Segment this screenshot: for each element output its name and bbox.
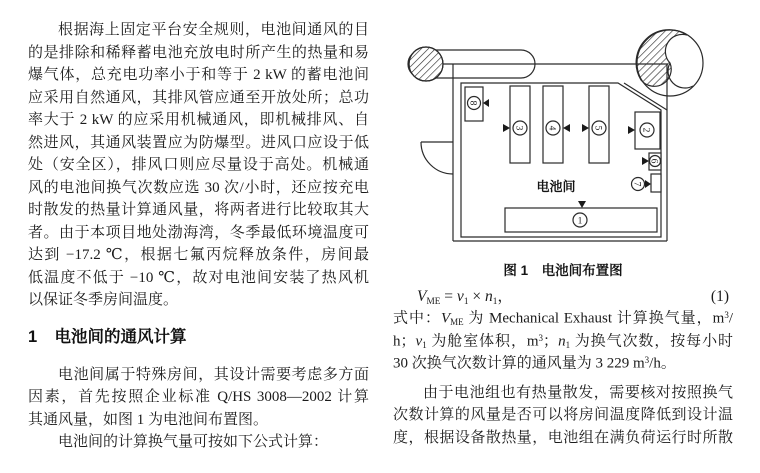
wall-chamfer-line xyxy=(624,83,667,110)
equipment-number-8: 8 xyxy=(467,100,478,106)
equation-body: $V_{ME} = v_1 \times n_1$， xyxy=(417,288,513,307)
text-line: 电池间的计算换气量可按如下公式计算： xyxy=(58,434,329,450)
text-line: 其通风量，如图 1 为电池间布置图。 xyxy=(28,411,269,428)
intake-fan-hatch xyxy=(636,30,687,87)
battery-rack-3 xyxy=(510,86,530,163)
text-line: 由于电池组也有热量散发，需要核对按照换气 xyxy=(423,384,733,401)
battery-rack-4 xyxy=(543,86,563,163)
equipment-number-1: 1 xyxy=(577,216,583,227)
airflow-arrow-5 xyxy=(582,124,589,132)
section-title: 电池间的通风计算 xyxy=(54,327,187,346)
text-line: 式中：$V_{ME}$ 为 Mechanical Exhaust 计算换气量，$m^3/$ xyxy=(393,310,733,327)
layout-diagram-svg xyxy=(395,25,755,258)
exhaust-fan-hatch xyxy=(409,47,443,81)
equipment-number-6: 6 xyxy=(648,158,659,164)
text-line: 处（安全区），排风口则应尽量设于高处。机械通 xyxy=(28,157,369,173)
left-column xyxy=(28,19,369,454)
battery-rack-5 xyxy=(589,86,609,163)
figure-caption-label: 图 1 xyxy=(503,263,529,278)
figure-battery-room-layout xyxy=(395,25,755,258)
text-line: 以保证冬季房间温度。 xyxy=(28,292,179,308)
equipment-number-5: 5 xyxy=(592,125,603,131)
equipment-number-3: 3 xyxy=(513,125,524,131)
airflow-arrow-6 xyxy=(642,157,649,165)
section-number: 1 xyxy=(28,327,38,346)
airflow-arrow-2 xyxy=(628,126,635,134)
room-label: 电池间 xyxy=(536,179,576,194)
airflow-arrow-7 xyxy=(645,180,651,188)
text-line: 爆气体，总充电功率小于和等于 2 kW 的蓄电池间 xyxy=(28,67,369,83)
airflow-arrow-4 xyxy=(563,124,570,132)
airflow-arrow-1 xyxy=(578,201,586,208)
text-line: h；$v_1$ 为舱室体积，$m^3$；$n_1$ 为换气次数，按每小时 xyxy=(393,332,733,349)
door-swing-arc xyxy=(421,142,453,174)
airflow-arrow-8 xyxy=(483,99,489,107)
paragraph-intro xyxy=(28,19,369,312)
airflow-arrow-3 xyxy=(503,124,510,132)
text-line: 低温度不低于 −10 ℃，故对电池间安装了热风机 xyxy=(28,269,369,286)
paragraph-heat-check xyxy=(393,382,733,450)
right-column xyxy=(393,304,733,449)
text-line: 率大于 2 kW 的应采用机械通风，即机械排风、自 xyxy=(28,112,369,128)
text-line: 者。由于本项目地处渤海湾，冬季最低环境温度可 xyxy=(28,224,369,241)
text-line: 次数计算的风量是否可以将房间温度降低到设计温 xyxy=(393,407,733,423)
equipment-number-2: 2 xyxy=(640,127,651,133)
text-line: 30 次换气次数计算的通风量为 3 229 $m^3/h$。 xyxy=(393,355,676,372)
text-line: 的是排除和稀释蓄电池充放电时所产生的热量和易 xyxy=(28,44,369,61)
text-line: 度，根据设备散热量，电池组在满负荷运行时所散 xyxy=(393,429,733,446)
text-line: 时散发的热量计算通风量，将两者进行比较取其大 xyxy=(28,202,369,218)
text-line: 风的电池间换气次数应选 30 次/小时，还应按充电 xyxy=(28,179,369,196)
text-line: 达到 −17.2 ℃，根据七氟丙烷释放条件，房间最 xyxy=(28,247,369,263)
paragraph-where-clause xyxy=(393,304,733,372)
equipment-number-7: 7 xyxy=(631,181,642,187)
equipment-number-4: 4 xyxy=(546,125,557,131)
figure-caption xyxy=(393,261,733,280)
section-heading xyxy=(28,326,369,349)
intake-fan-inner-arc xyxy=(668,63,693,88)
figure-caption-title: 电池间布置图 xyxy=(541,263,623,278)
text-line: 因素，首先按照企业标准 Q/HS 3008—2002 计算 xyxy=(28,389,369,405)
text-line: 根据海上固定平台安全规则，电池间通风的目 xyxy=(58,22,369,38)
equipment-box-7 xyxy=(651,174,661,192)
equation-number: (1) xyxy=(710,288,729,305)
text-line: 应采用自然通风，其排风管应通至开放处所；总功 xyxy=(28,89,369,106)
text-line: 然进风，其通风装置应为防爆型。进风口应设于低 xyxy=(28,134,369,151)
text-line: 电池间属于特殊房间，其设计需要考虑多方面 xyxy=(58,366,369,383)
paragraph-calculation xyxy=(28,364,369,454)
